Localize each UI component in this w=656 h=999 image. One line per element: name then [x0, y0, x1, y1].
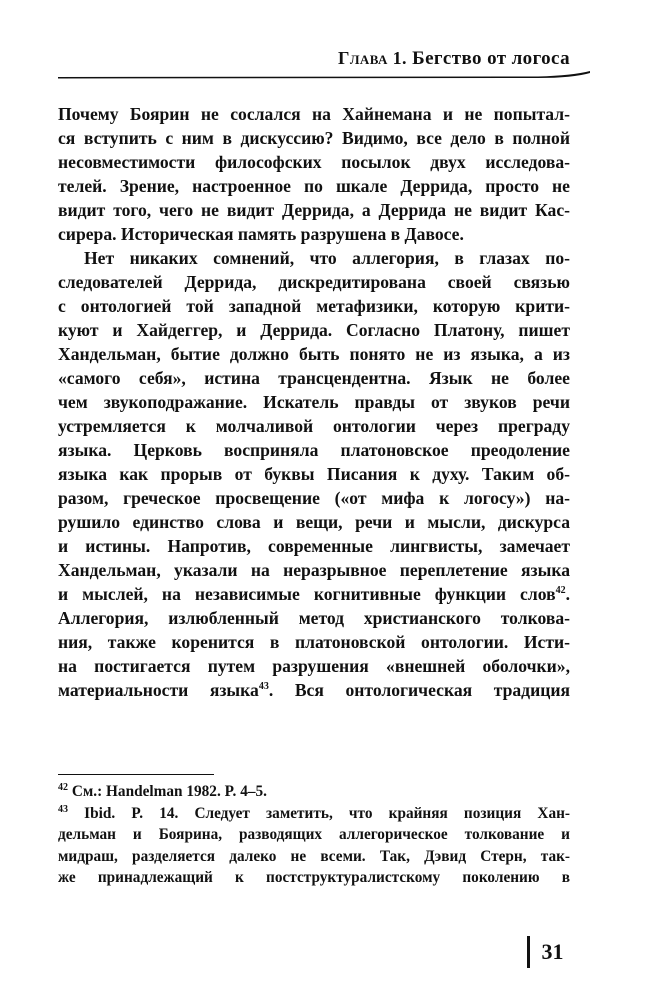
text-line: Нет никаких сомнений, что аллегория, в глазах по-: [84, 248, 570, 268]
text-line: видит того, чего не видит Деррида, а Деррида не видит Кас-: [58, 200, 570, 220]
footnote-number: 43: [58, 803, 68, 815]
footnote-ref-43[interactable]: 43: [258, 681, 269, 693]
text-line: с онтологией той западной метафизики, которую крити-: [58, 296, 570, 316]
footnote-separator: [58, 774, 214, 775]
text-line: языка как прорыв от буквы Писания к духу. Таким об-: [58, 464, 570, 484]
text-line: разом, греческое просвещение («от мифа к логосу») на-: [58, 488, 570, 508]
text-line: и истины. Напротив, современные лингвисты, замечает: [58, 536, 570, 556]
footnote-text: мидраш, разделяется далеко не всеми. Так, Дэвид Стерн, так-: [58, 847, 570, 865]
text-line: телей. Зрение, настроенное по шкале Деррида, просто не: [58, 176, 570, 196]
text-line-with-note: и мыслей, на независимые когнитивные функции слов$^{42}$.: [58, 584, 570, 604]
text-line: ся вступить с ним в дискуссию? Видимо, все дело в полной: [58, 128, 570, 148]
text-line: устремляется к молчаливой онтологии через преграду: [58, 416, 570, 436]
text-line: языка. Церковь восприняла платоновское преодоление: [58, 440, 570, 460]
footnote-text: дельман и Боярина, разводящих аллегорическое толкование и: [58, 826, 570, 843]
footnote-43: [58, 803, 570, 825]
header-rule: [58, 70, 590, 80]
text-fragment: материальности языка: [58, 680, 259, 700]
text-line: Почему Боярин не сослался на Хайнемана и не попытал-: [58, 104, 570, 124]
main-text: [58, 102, 570, 702]
chapter-label: Глава 1.: [337, 48, 407, 68]
chapter-title: Бегство от логоса: [412, 48, 570, 69]
text-fragment: . Вся онтологическая традиция: [268, 680, 570, 700]
text-line: несовместимости философских посылок двух исследова-: [58, 152, 570, 172]
text-line: следователей Деррида, дискредитирована своей связью: [58, 272, 570, 292]
footnote-text: Ibid. P. 14. Следует заметить, что крайняя позиция Хан-: [84, 804, 570, 822]
running-header: [338, 48, 570, 70]
text-line: сирера. Историческая память разрушена в Давосе.: [58, 224, 464, 244]
footnotes: [58, 781, 570, 889]
page-number-block: [527, 935, 564, 969]
text-line: рушило единство слова и вещи, речи и мысли, дискурса: [58, 512, 570, 532]
text-line: Аллегория, излюбленный метод христианского толкова-: [58, 608, 570, 628]
text-line: Хандельман, указали на неразрывное переплетение языка: [58, 560, 570, 580]
text-line: куют и Хайдеггер, и Деррида. Согласно Платону, пишет: [58, 320, 570, 340]
text-line-with-note: [58, 678, 570, 702]
text-line: «самого себя», истина трансцендентна. Язык не более: [58, 368, 570, 388]
text-line: на постигается путем разрушения «внешней оболочки»,: [58, 656, 570, 676]
text-line: Хандельман, бытие должно быть понято не из языка, а из: [58, 344, 570, 364]
page-number-bar: [527, 936, 530, 968]
footnote-number: 42: [58, 781, 68, 793]
footnote-text: же принадлежащий к постструктуралистскому поколению в: [58, 869, 570, 886]
text-line: ния, также коренится в платоновской онтологии. Исти-: [58, 632, 570, 652]
footnote-42: [58, 781, 570, 803]
footnote-text: См.: Handelman 1982. P. 4–5.: [71, 783, 267, 800]
text-line: чем звукоподражание. Искатель правды от звуков речи: [58, 392, 570, 412]
page-number: 31: [541, 939, 564, 964]
footnote-ref-42[interactable]: 42: [555, 585, 566, 597]
text-fragment: и мыслей, на независимые когнитивные функции слов: [58, 584, 556, 604]
